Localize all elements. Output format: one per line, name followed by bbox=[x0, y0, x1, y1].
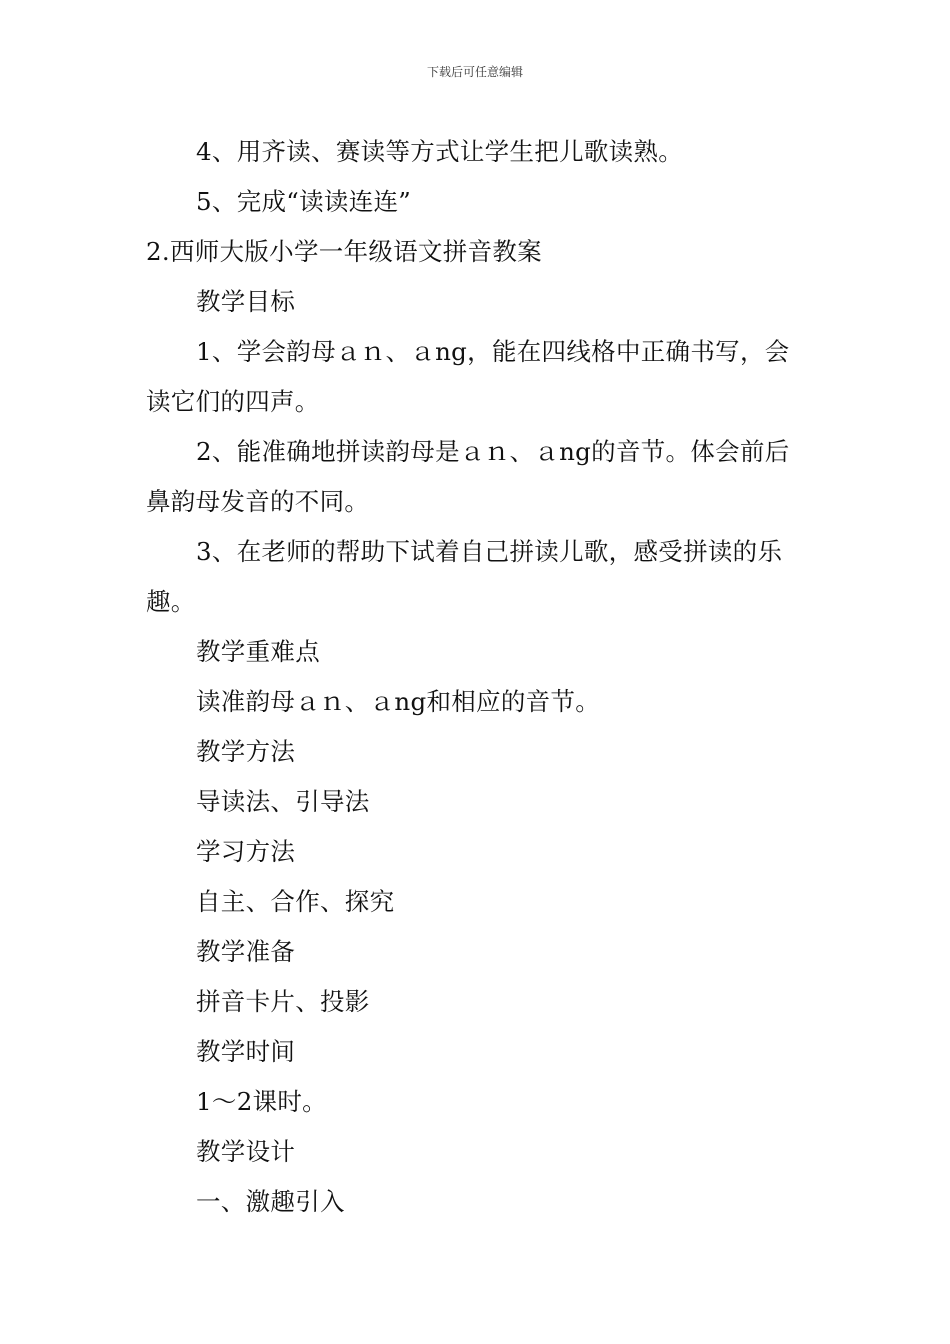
goal-2-line-1: 2、能准确地拼读韵母是ａｎ、ａng的音节。体会前后 bbox=[196, 437, 790, 466]
page-header-note: 下载后可任意编辑 bbox=[426, 65, 523, 79]
heading-teaching-design: 教学设计 bbox=[196, 1137, 296, 1166]
goal-2-line-2: 鼻韵母发音的不同。 bbox=[146, 487, 370, 516]
heading-preparation: 教学准备 bbox=[196, 937, 296, 966]
preparation-text: 拼音卡片、投影 bbox=[196, 987, 370, 1016]
key-points-text: 读准韵母ａｎ、ａng和相应的音节。 bbox=[196, 687, 601, 716]
heading-teaching-time: 教学时间 bbox=[196, 1037, 296, 1066]
section-title: 2.西师大版小学一年级语文拼音教案 bbox=[146, 237, 542, 266]
list-item-5: 5、完成“读读连连” bbox=[196, 187, 412, 216]
heading-key-points: 教学重难点 bbox=[196, 637, 320, 666]
teaching-method-text: 导读法、引导法 bbox=[196, 787, 370, 816]
design-step-1: 一、激趣引入 bbox=[196, 1187, 345, 1216]
goal-1-line-2: 读它们的四声。 bbox=[146, 387, 320, 416]
learning-method-text: 自主、合作、探究 bbox=[196, 887, 395, 916]
document-body bbox=[146, 127, 811, 1227]
heading-teaching-method: 教学方法 bbox=[196, 737, 296, 766]
teaching-time-text: 1～2课时。 bbox=[196, 1087, 327, 1116]
list-item-4: 4、用齐读、赛读等方式让学生把儿歌读熟。 bbox=[196, 137, 684, 166]
goal-1-line-1: 1、学会韵母ａｎ、ａng，能在四线格中正确书写，会 bbox=[196, 337, 790, 366]
goal-3-line-2: 趣。 bbox=[146, 587, 196, 616]
goal-3-line-1: 3、在老师的帮助下试着自己拼读儿歌，感受拼读的乐 bbox=[196, 537, 783, 566]
heading-learning-method: 学习方法 bbox=[196, 837, 296, 866]
heading-teaching-goals: 教学目标 bbox=[196, 287, 296, 316]
